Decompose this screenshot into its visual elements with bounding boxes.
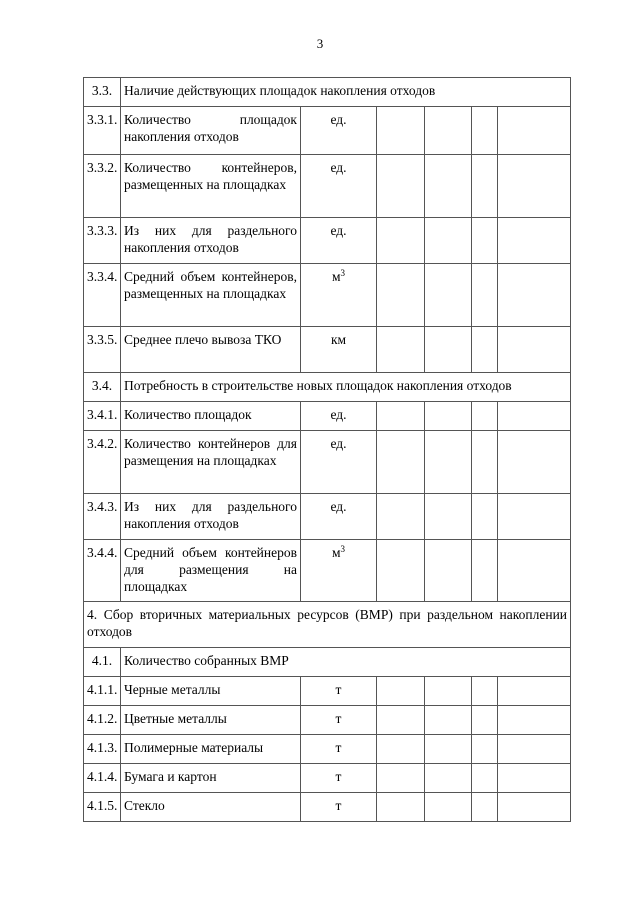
value-cell[interactable] — [472, 677, 498, 706]
indicator-name: Средний объем контейнеров для размещения на площадках — [121, 540, 301, 602]
value-cell[interactable] — [377, 494, 425, 540]
value-cell[interactable] — [377, 264, 425, 327]
value-cell[interactable] — [498, 431, 571, 494]
unit-cell — [301, 706, 377, 735]
table-row — [84, 540, 571, 602]
row-number: 3.4.1. — [84, 402, 121, 431]
value-cell[interactable] — [425, 431, 472, 494]
unit-cell — [301, 107, 377, 155]
section-row — [84, 78, 571, 107]
unit-cell — [301, 402, 377, 431]
table-row — [84, 735, 571, 764]
table-row — [84, 793, 571, 822]
section-row — [84, 373, 571, 402]
unit-label: ед. — [330, 160, 347, 175]
row-number: 3.3.4. — [84, 264, 121, 327]
value-cell[interactable] — [425, 264, 472, 327]
row-number: 3.3.3. — [84, 218, 121, 264]
table-row — [84, 706, 571, 735]
row-number: 3.3.5. — [84, 327, 121, 373]
unit-label: м — [331, 269, 341, 284]
unit-label: ед. — [330, 436, 347, 451]
value-cell[interactable] — [472, 218, 498, 264]
unit-cell — [301, 494, 377, 540]
section-title: Потребность в строительстве новых площадок накопления отходов — [121, 373, 571, 402]
value-cell[interactable] — [472, 793, 498, 822]
table-row — [84, 764, 571, 793]
value-cell[interactable] — [498, 327, 571, 373]
indicator-name: Стекло — [121, 793, 301, 822]
row-number: 3.4.3. — [84, 494, 121, 540]
value-cell[interactable] — [472, 107, 498, 155]
value-cell[interactable] — [498, 264, 571, 327]
value-cell[interactable] — [425, 155, 472, 218]
value-cell[interactable] — [472, 431, 498, 494]
indicator-name: Среднее плечо вывоза ТКО — [121, 327, 301, 373]
table-row — [84, 402, 571, 431]
value-cell[interactable] — [425, 540, 472, 602]
value-cell[interactable] — [472, 327, 498, 373]
indicator-name: Количество площадок накопления отходов — [121, 107, 301, 155]
unit-label: ед. — [330, 499, 347, 514]
value-cell[interactable] — [377, 735, 425, 764]
indicator-name: Бумага и картон — [121, 764, 301, 793]
section-number: 3.3. — [84, 78, 121, 107]
value-cell[interactable] — [498, 218, 571, 264]
value-cell[interactable] — [377, 155, 425, 218]
table-row — [84, 327, 571, 373]
row-number: 4.1.4. — [84, 764, 121, 793]
value-cell[interactable] — [377, 677, 425, 706]
unit-label: км — [330, 332, 347, 347]
unit-label: т — [335, 769, 342, 784]
indicator-name: Цветные металлы — [121, 706, 301, 735]
value-cell[interactable] — [425, 402, 472, 431]
table-row — [84, 677, 571, 706]
heading-row — [84, 602, 571, 648]
row-number: 3.4.4. — [84, 540, 121, 602]
value-cell[interactable] — [498, 793, 571, 822]
section-title: Количество собранных ВМР — [121, 648, 571, 677]
value-cell[interactable] — [377, 793, 425, 822]
page-number: 3 — [316, 36, 324, 51]
unit-cell — [301, 155, 377, 218]
table-row — [84, 218, 571, 264]
indicators-table — [83, 77, 571, 822]
unit-label: ед. — [330, 223, 347, 238]
value-cell[interactable] — [498, 494, 571, 540]
row-number: 4.1.5. — [84, 793, 121, 822]
table-row — [84, 494, 571, 540]
unit-label: ед. — [330, 112, 347, 127]
value-cell[interactable] — [498, 706, 571, 735]
value-cell[interactable] — [425, 107, 472, 155]
table-row — [84, 431, 571, 494]
value-cell[interactable] — [377, 764, 425, 793]
value-cell[interactable] — [377, 706, 425, 735]
section-row — [84, 648, 571, 677]
indicator-name: Из них для раздельного накопления отходов — [121, 494, 301, 540]
value-cell[interactable] — [472, 155, 498, 218]
unit-cell — [301, 735, 377, 764]
value-cell[interactable] — [425, 735, 472, 764]
row-number: 3.4.2. — [84, 431, 121, 494]
value-cell[interactable] — [498, 540, 571, 602]
value-cell[interactable] — [377, 218, 425, 264]
section-title: Наличие действующих площадок накопления отходов — [121, 78, 571, 107]
indicator-name: Черные металлы — [121, 677, 301, 706]
indicator-name: Количество площадок — [121, 402, 301, 431]
chapter-heading: 4. Сбор вторичных материальных ресурсов (ВМР) при раздельном накоплении отходов — [84, 602, 571, 648]
unit-cell — [301, 431, 377, 494]
indicator-name: Из них для раздельного накопления отходов — [121, 218, 301, 264]
value-cell[interactable] — [425, 764, 472, 793]
table-row — [84, 155, 571, 218]
row-number: 3.3.1. — [84, 107, 121, 155]
section-number: 3.4. — [84, 373, 121, 402]
value-cell[interactable] — [425, 218, 472, 264]
indicator-name: Количество контейнеров для размещения на площадках — [121, 431, 301, 494]
unit-cell — [301, 764, 377, 793]
row-number: 3.3.2. — [84, 155, 121, 218]
value-cell[interactable] — [425, 494, 472, 540]
value-cell[interactable] — [377, 402, 425, 431]
unit-cell — [301, 677, 377, 706]
value-cell[interactable] — [425, 677, 472, 706]
value-cell[interactable] — [472, 735, 498, 764]
value-cell[interactable] — [498, 107, 571, 155]
unit-cell — [301, 540, 377, 602]
value-cell[interactable] — [498, 155, 571, 218]
value-cell[interactable] — [498, 735, 571, 764]
indicator-name: Средний объем контейнеров, размещенных на площадках — [121, 264, 301, 327]
unit-cell — [301, 264, 377, 327]
value-cell[interactable] — [377, 107, 425, 155]
unit-cell — [301, 793, 377, 822]
value-cell[interactable] — [498, 677, 571, 706]
row-number: 4.1.2. — [84, 706, 121, 735]
unit-cell — [301, 327, 377, 373]
unit-label: т — [335, 798, 342, 813]
value-cell[interactable] — [425, 327, 472, 373]
value-cell[interactable] — [472, 706, 498, 735]
value-cell[interactable] — [472, 402, 498, 431]
value-cell[interactable] — [498, 402, 571, 431]
row-number: 4.1.1. — [84, 677, 121, 706]
value-cell[interactable] — [472, 264, 498, 327]
value-cell[interactable] — [425, 706, 472, 735]
value-cell[interactable] — [377, 431, 425, 494]
unit-label: т — [335, 740, 342, 755]
indicator-name: Полимерные материалы — [121, 735, 301, 764]
table-row — [84, 107, 571, 155]
indicator-name: Количество контейнеров, размещенных на площадках — [121, 155, 301, 218]
value-cell[interactable] — [425, 793, 472, 822]
unit-superscript: 3 — [340, 268, 346, 278]
value-cell[interactable] — [498, 764, 571, 793]
unit-label: м — [331, 545, 341, 560]
value-cell[interactable] — [377, 327, 425, 373]
unit-label: ед. — [330, 407, 347, 422]
unit-superscript: 3 — [340, 544, 346, 554]
unit-cell — [301, 218, 377, 264]
row-number: 4.1.3. — [84, 735, 121, 764]
section-number: 4.1. — [84, 648, 121, 677]
value-cell[interactable] — [472, 764, 498, 793]
table-row — [84, 264, 571, 327]
unit-label: т — [335, 711, 342, 726]
value-cell[interactable] — [377, 540, 425, 602]
unit-label: т — [335, 682, 342, 697]
value-cell[interactable] — [472, 540, 498, 602]
value-cell[interactable] — [472, 494, 498, 540]
